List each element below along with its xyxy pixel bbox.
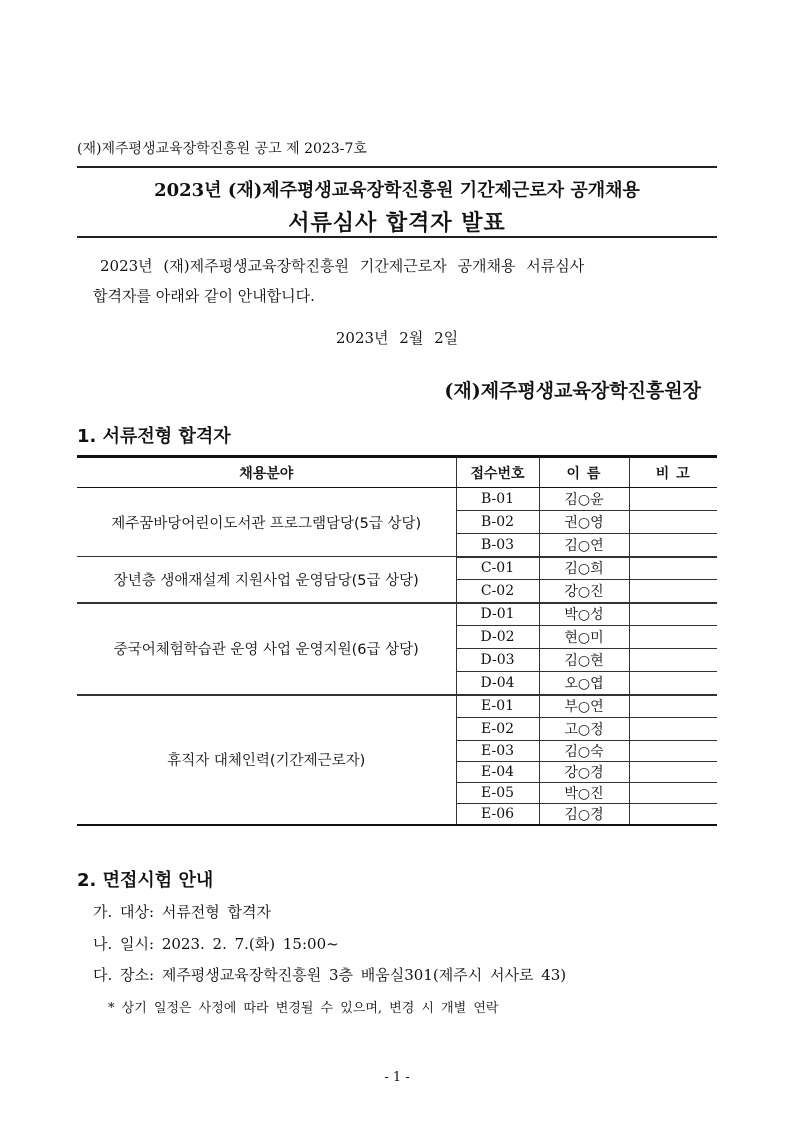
table-header-row	[77, 457, 717, 488]
number-cell: B-02	[456, 511, 539, 534]
number-cell: E-05	[456, 783, 539, 804]
note-cell	[629, 603, 717, 626]
note-cell	[629, 488, 717, 511]
name-cell: 김○희	[539, 557, 629, 580]
number-cell: E-06	[456, 804, 539, 826]
note-cell	[629, 718, 717, 741]
table-row	[77, 557, 717, 580]
name-cell: 김○윤	[539, 488, 629, 511]
name-cell: 박○성	[539, 603, 629, 626]
column-header-name: 이 름	[539, 457, 629, 488]
number-cell: E-03	[456, 741, 539, 762]
intro-line-2: 합격자를 아래와 같이 안내합니다.	[93, 287, 315, 305]
field-cell: 장년층 생애재설계 지원사업 운영담당(5급 상당)	[77, 557, 456, 603]
note-cell	[629, 762, 717, 783]
number-cell: E-02	[456, 718, 539, 741]
name-cell: 오○엽	[539, 672, 629, 695]
note-cell	[629, 534, 717, 557]
title-bottom-rule	[77, 236, 717, 238]
column-header-number: 접수번호	[456, 457, 539, 488]
note-cell	[629, 741, 717, 762]
table-row	[77, 695, 717, 718]
table-row	[77, 488, 717, 511]
column-header-note: 비 고	[629, 457, 717, 488]
field-cell: 중국어체험학습관 운영 사업 운영지원(6급 상당)	[77, 603, 456, 695]
page-title: 2023년 (재)제주평생교육장학진흥원 기간제근로자 공개채용	[154, 180, 640, 201]
note-cell	[629, 804, 717, 826]
note-cell	[629, 511, 717, 534]
page-subtitle: 서류심사 합격자 발표	[288, 210, 506, 236]
table-row	[77, 603, 717, 626]
number-cell: E-01	[456, 695, 539, 718]
note-cell	[629, 649, 717, 672]
notice-number: (재)제주평생교육장학진흥원 공고 제 2023-7호	[77, 141, 367, 157]
note-cell	[629, 783, 717, 804]
name-cell: 김○현	[539, 649, 629, 672]
note-cell	[629, 580, 717, 603]
interview-location: 다. 장소: 제주평생교육장학진흥원 3층 배움실301(제주시 서사로 43)	[93, 966, 567, 984]
signer: (재)제주평생교육장학진흥원장	[444, 380, 701, 402]
name-cell: 권○영	[539, 511, 629, 534]
name-cell: 강○진	[539, 580, 629, 603]
number-cell: E-04	[456, 762, 539, 783]
number-cell: B-01	[456, 488, 539, 511]
interview-target: 가. 대상: 서류전형 합격자	[93, 903, 272, 921]
section2-heading: 2. 면접시험 안내	[77, 870, 214, 891]
name-cell: 김○연	[539, 534, 629, 557]
number-cell: D-02	[456, 626, 539, 649]
field-cell: 휴직자 대체인력(기간제근로자)	[77, 695, 456, 826]
number-cell: B-03	[456, 534, 539, 557]
section1-heading: 1. 서류전형 합격자	[77, 426, 231, 447]
interview-datetime: 나. 일시: 2023. 2. 7.(화) 15:00~	[93, 935, 339, 953]
name-cell: 김○경	[539, 804, 629, 826]
results-table	[77, 455, 717, 826]
name-cell: 부○연	[539, 695, 629, 718]
title-top-rule	[77, 166, 717, 168]
name-cell: 고○정	[539, 718, 629, 741]
intro-line-1: 2023년 (재)제주평생교육장학진흥원 기간제근로자 공개채용 서류심사	[100, 257, 585, 275]
name-cell: 현○미	[539, 626, 629, 649]
column-header-field: 채용분야	[77, 457, 456, 488]
name-cell: 김○숙	[539, 741, 629, 762]
name-cell: 박○진	[539, 783, 629, 804]
announcement-date: 2023년 2월 2일	[335, 329, 459, 347]
page-number: - 1 -	[384, 1070, 410, 1085]
schedule-note: * 상기 일정은 사정에 따라 변경될 수 있으며, 변경 시 개별 연락	[108, 1001, 499, 1016]
note-cell	[629, 695, 717, 718]
number-cell: D-03	[456, 649, 539, 672]
note-cell	[629, 626, 717, 649]
number-cell: D-04	[456, 672, 539, 695]
number-cell: C-01	[456, 557, 539, 580]
name-cell: 강○경	[539, 762, 629, 783]
note-cell	[629, 557, 717, 580]
field-cell: 제주꿈바당어린이도서관 프로그램담당(5급 상당)	[77, 488, 456, 557]
number-cell: D-01	[456, 603, 539, 626]
number-cell: C-02	[456, 580, 539, 603]
note-cell	[629, 672, 717, 695]
